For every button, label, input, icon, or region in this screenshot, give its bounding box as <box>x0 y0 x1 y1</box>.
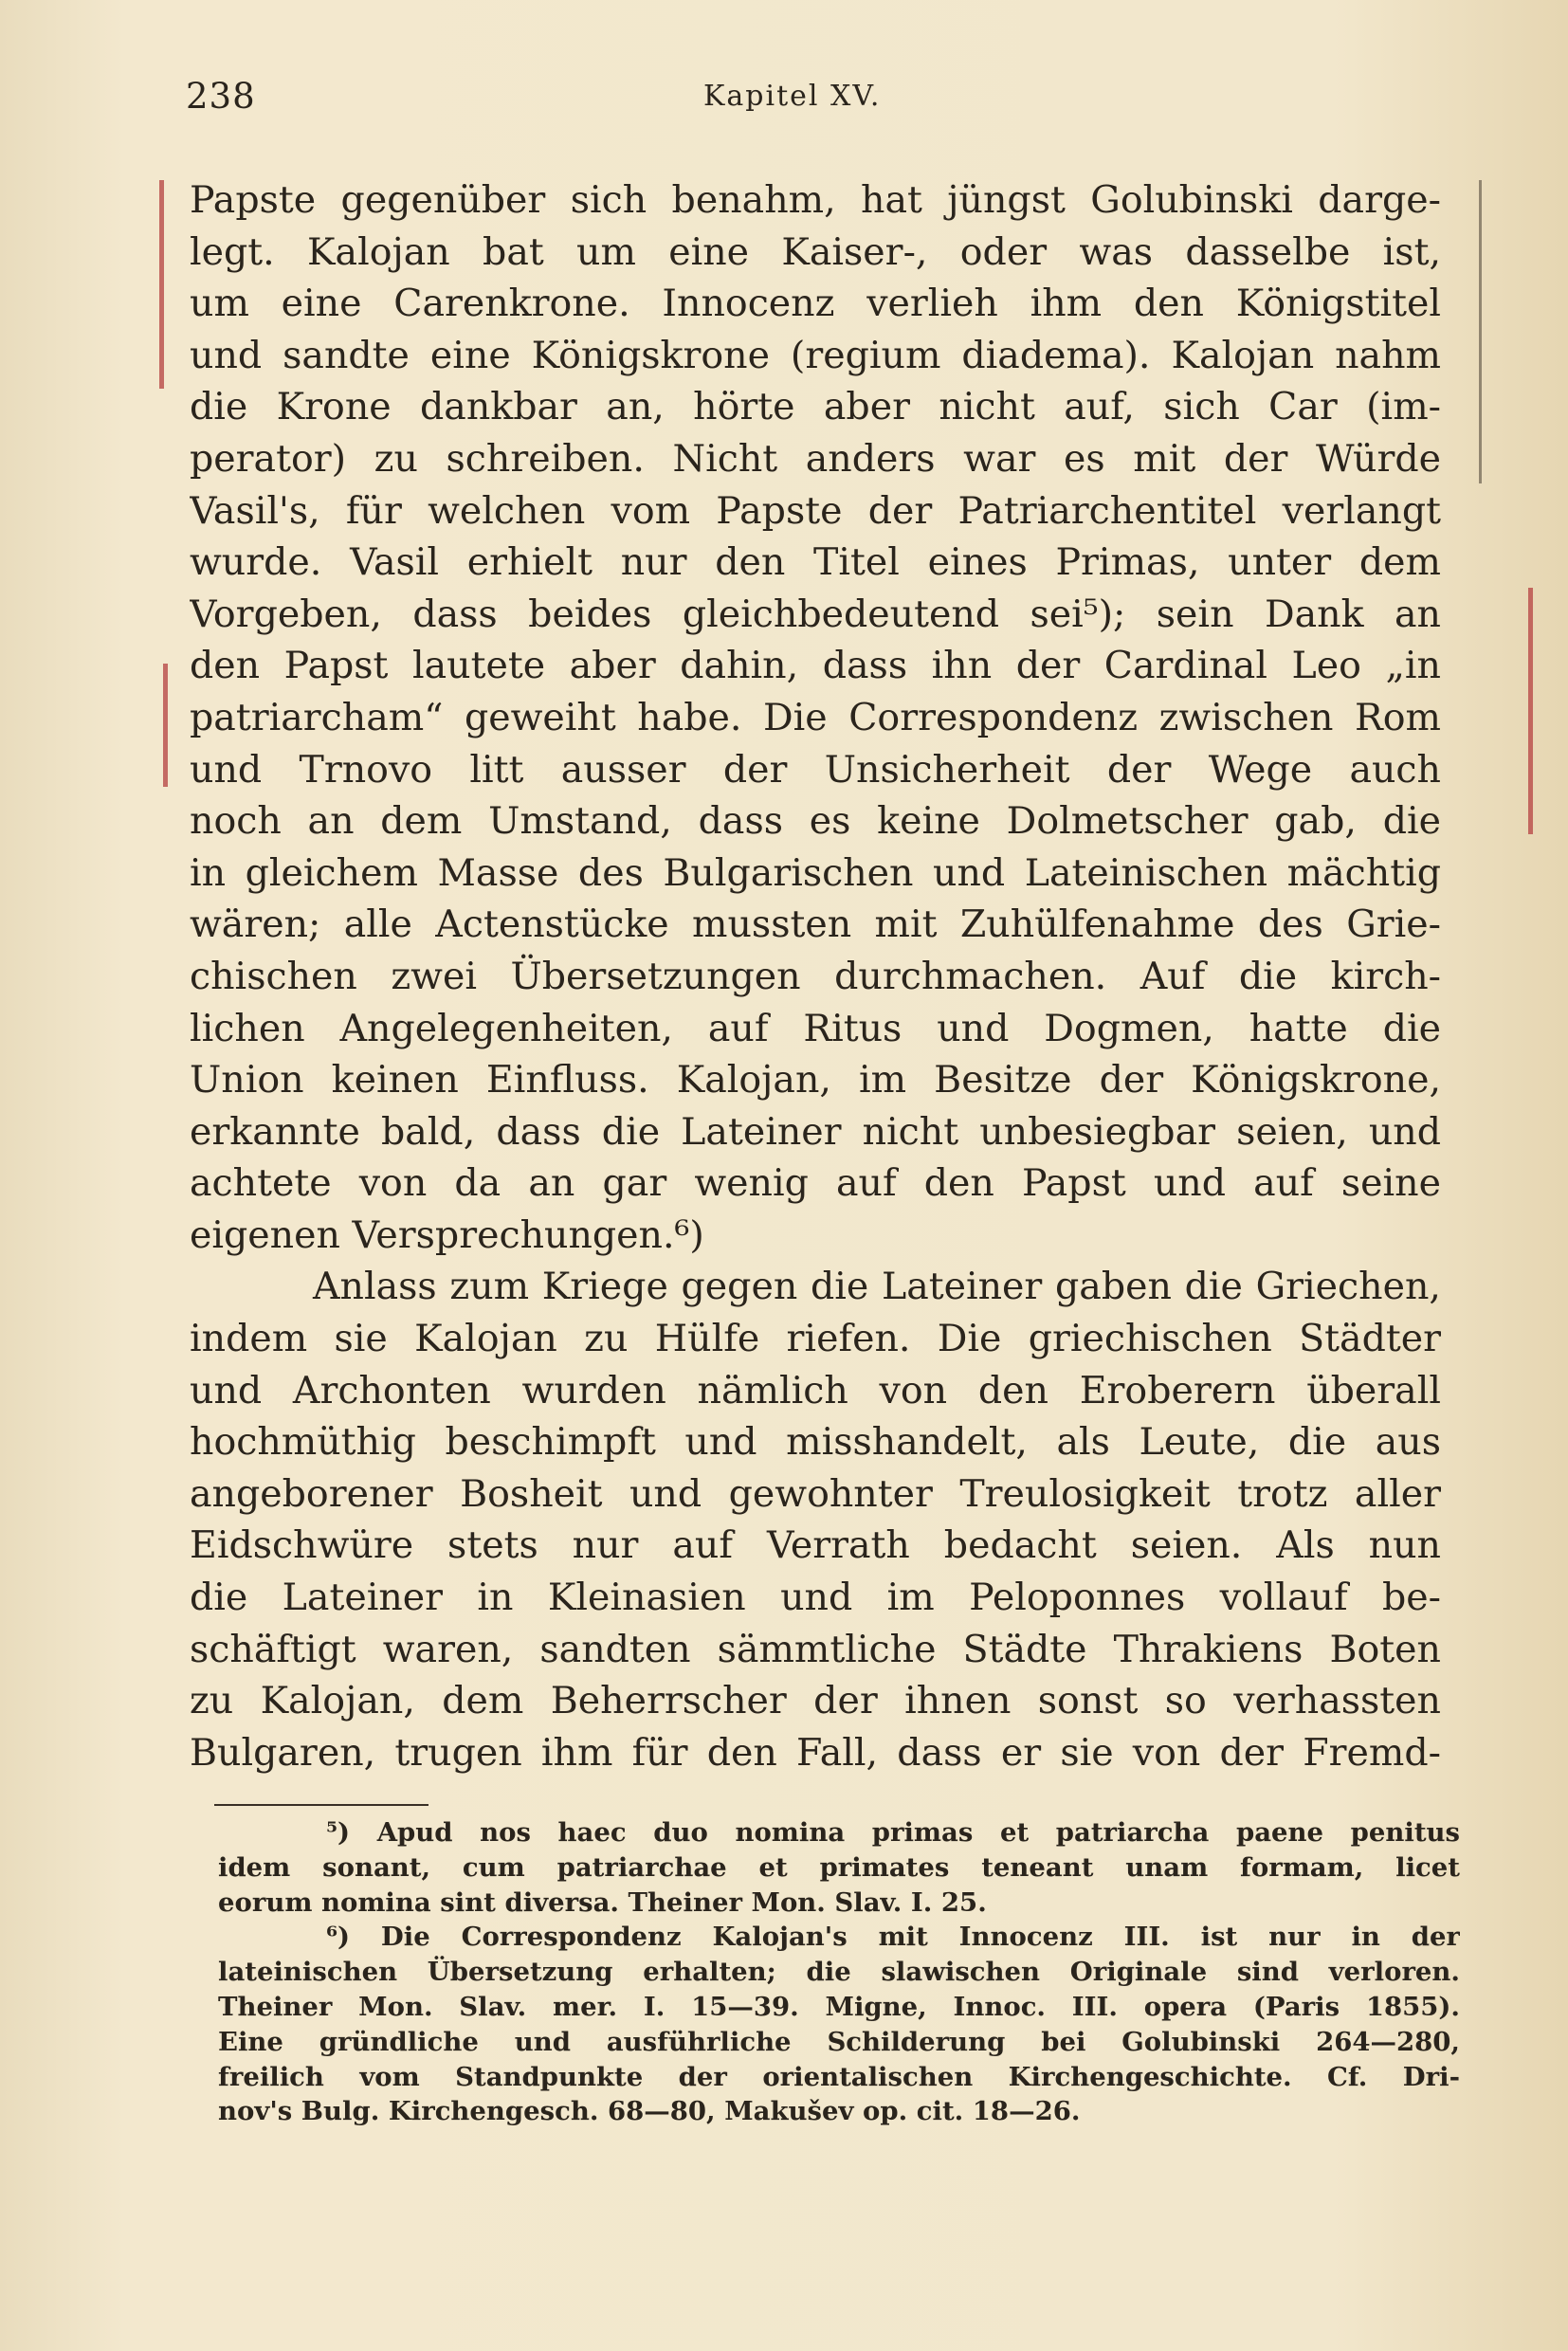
footnote-line: Theiner Mon. Slav. mer. I. 15—39. Migne, Innoc. III. opera (Paris 1855). <box>218 1991 1460 2022</box>
text-line: patriarcham“ geweiht habe. Die Correspondenz zwischen Rom <box>190 695 1441 739</box>
page-number: 238 <box>186 76 256 117</box>
margin-mark-right <box>1528 588 1533 834</box>
margin-mark-right-top <box>1479 180 1482 483</box>
text-line: und Trnovo litt ausser der Unsicherheit der Wege auch <box>190 747 1441 792</box>
text-line: um eine Carenkrone. Innocenz verlieh ihm den Königstitel <box>190 282 1441 326</box>
text-line: die Krone dankbar an, hörte aber nicht auf, sich Car (im- <box>190 385 1441 429</box>
text-line: hochmüthig beschimpft und misshandelt, als Leute, die aus <box>190 1420 1441 1465</box>
footnote-line: eorum nomina sint diversa. Theiner Mon. Slav. I. 25. <box>218 1886 987 1918</box>
text-line: wären; alle Actenstücke mussten mit Zuhülfenahme des Grie- <box>190 902 1441 947</box>
text-line: den Papst lautete aber dahin, dass ihn der Cardinal Leo „in <box>190 644 1441 688</box>
text-line: noch an dem Umstand, dass es keine Dolmetscher gab, die <box>190 799 1441 844</box>
text-line: legt. Kalojan bat um eine Kaiser-, oder was dasselbe ist, <box>190 229 1441 274</box>
text-line: und sandte eine Königskrone (regium diadema). Kalojan nahm <box>190 333 1441 377</box>
text-line: Vasil's, für welchen vom Papste der Patriarchentitel verlangt <box>190 488 1441 533</box>
main-text <box>190 174 1441 1778</box>
text-line: perator) zu schreiben. Nicht anders war es mit der Würde <box>190 436 1441 481</box>
text-line: eigenen Versprechungen.⁶) <box>190 1212 704 1257</box>
margin-mark-left-top <box>159 180 164 389</box>
running-head: Kapitel XV. <box>703 80 882 113</box>
footnote-rule <box>214 1804 428 1806</box>
text-line: chischen zwei Übersetzungen durchmachen. Auf die kirch- <box>190 954 1441 998</box>
text-line: achtete von da an gar wenig auf den Papst und auf seine <box>190 1161 1441 1206</box>
text-line: schäftigt waren, sandten sämmtliche Städte Thrakiens Boten <box>190 1627 1441 1671</box>
text-line: die Lateiner in Kleinasien und im Peloponnes vollauf be- <box>190 1576 1441 1620</box>
text-line: und Archonten wurden nämlich von den Eroberern überall <box>190 1368 1441 1412</box>
footnote-line: ⁵) Apud nos haec duo nomina primas et patriarcha paene penitus <box>326 1817 1460 1848</box>
footnote-line: nov's Bulg. Kirchengesch. 68—80, Makušev op. cit. 18—26. <box>218 2096 1081 2127</box>
text-line: in gleichem Masse des Bulgarischen und Lateinischen mächtig <box>190 850 1441 895</box>
footnote-line: ⁶) Die Correspondenz Kalojan's mit Innocenz III. ist nur in der <box>326 1922 1460 1953</box>
footnote-line: idem sonant, cum patriarchae et primates teneant unam formam, licet <box>218 1851 1460 1883</box>
footnote-line: Eine gründliche und ausführliche Schilderung bei Golubinski 264—280, <box>218 2026 1460 2057</box>
text-line: Eidschwüre stets nur auf Verrath bedacht seien. Als nun <box>190 1523 1441 1568</box>
text-line: lichen Angelegenheiten, auf Ritus und Dogmen, hatte die <box>190 1006 1441 1050</box>
text-line: Union keinen Einfluss. Kalojan, im Besitze der Königskrone, <box>190 1058 1441 1103</box>
text-line: wurde. Vasil erhielt nur den Titel eines Primas, unter dem <box>190 540 1441 585</box>
text-line: indem sie Kalojan zu Hülfe riefen. Die griechischen Städter <box>190 1317 1441 1361</box>
text-line: Vorgeben, dass beides gleichbedeutend sei⁵); sein Dank an <box>190 592 1441 636</box>
text-line: Papste gegenüber sich benahm, hat jüngst Golubinski darge- <box>190 178 1441 222</box>
footnotes <box>218 1815 1460 2129</box>
text-line: Anlass zum Kriege gegen die Lateiner gaben die Griechen, <box>313 1265 1441 1309</box>
page-header <box>186 76 1452 133</box>
text-line: angeborener Bosheit und gewohnter Treulosigkeit trotz aller <box>190 1471 1441 1516</box>
text-line: zu Kalojan, dem Beherrscher der ihnen sonst so verhassten <box>190 1679 1441 1723</box>
footnote-line: freilich vom Standpunkte der orientalischen Kirchengeschichte. Cf. Dri- <box>218 2061 1460 2092</box>
footnote-line: lateinischen Übersetzung erhalten; die slawischen Originale sind verloren. <box>218 1957 1460 1988</box>
text-line: Bulgaren, trugen ihm für den Fall, dass er sie von der Fremd- <box>190 1730 1441 1775</box>
margin-mark-left-mid <box>163 664 168 787</box>
text-line: erkannte bald, dass die Lateiner nicht unbesiegbar seien, und <box>190 1109 1441 1154</box>
